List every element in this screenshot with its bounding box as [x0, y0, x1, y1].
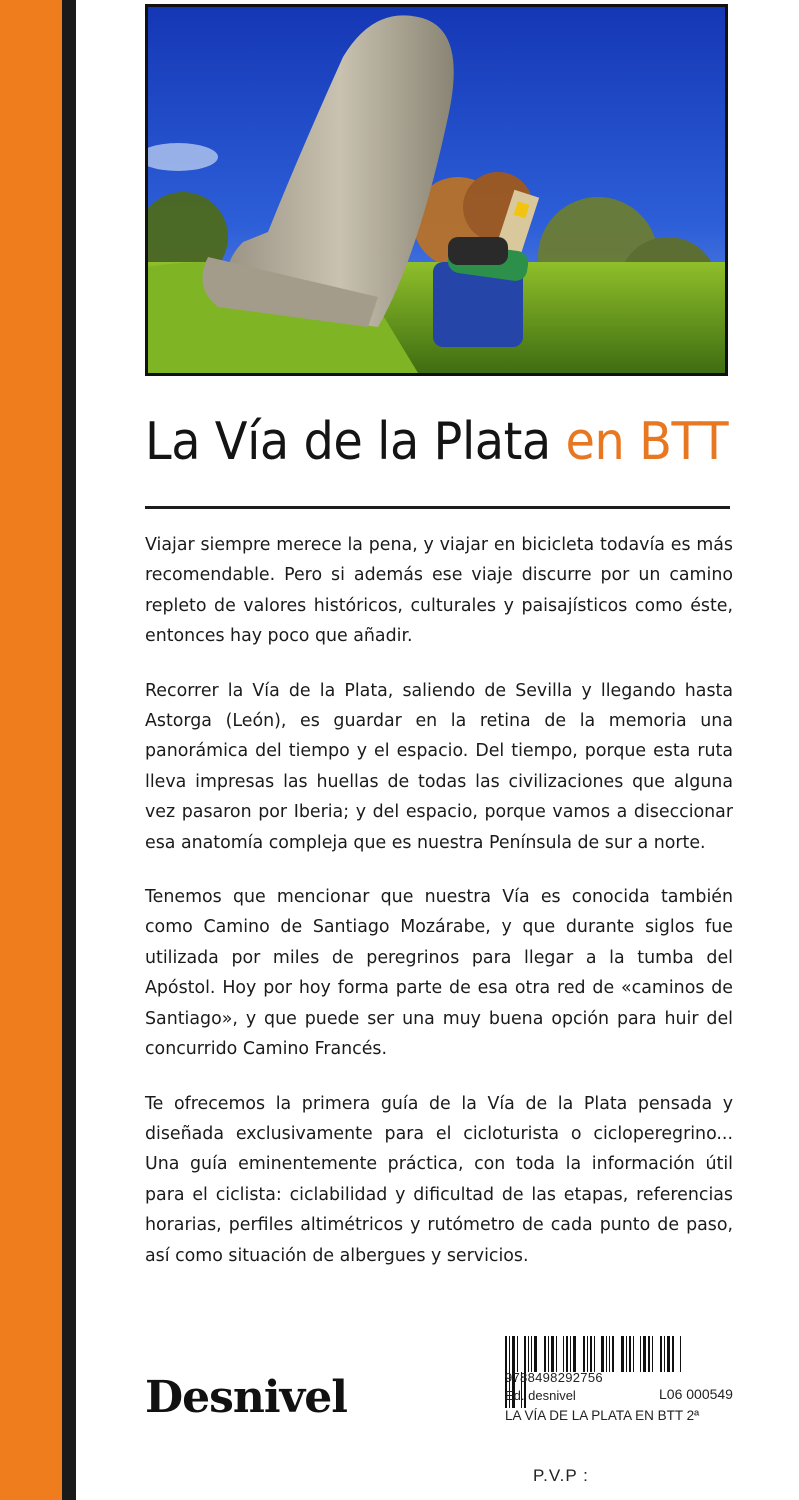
isbn: 9788498292756	[505, 1370, 603, 1385]
title-main: La Vía de la Plata	[145, 412, 551, 472]
blurb-paragraph-4: Te ofrecemos la primera guía de la Vía de la Plata pensada y diseñada exclusivamente para el cicloturista o cicloperegrino... Una guía eminentemente práctica, con toda la información útil para el ciclista: ciclabilidad y dificultad de las etapas, referencias horarias, perfiles altimétricos y rutómetro de cada punto de paso, así como situación de albergues y servicios.	[145, 1093, 733, 1266]
title-accent: en BTT	[565, 412, 729, 472]
price-label: P.V.P :	[533, 1466, 589, 1485]
blurb-paragraph-1: Viajar siempre merece la pena, y viajar en bicicleta todavía es más recomendable. Pero si además ese viaje discurre por un camino repleto de valores históricos, culturales y paisajísticos como éste, entonces hay poco que añadir.	[145, 535, 733, 647]
publisher-logo: Desnivel	[145, 1372, 347, 1423]
spine-edge	[62, 0, 76, 1500]
editorial: Ed. desnivel	[505, 1388, 576, 1403]
cover-photo	[145, 4, 728, 376]
book-title	[145, 412, 729, 502]
blurb-paragraph-3: Tenemos que mencionar que nuestra Vía es conocida también como Camino de Santiago Mozárabe, y que durante siglos fue utilizada por miles de peregrinos para llegar a la tumba del Apóstol. Hoy por hoy forma parte de esa otra red de «caminos de Santiago», y que puede ser una muy buena opción para huir del concurrido Camino Francés.	[145, 887, 733, 1060]
title-rule	[145, 506, 730, 509]
orange-spine	[0, 0, 62, 1500]
sticker-title: LA VÍA DE LA PLATA EN BTT 2ª	[505, 1408, 700, 1423]
blurb	[145, 530, 733, 1295]
blurb-paragraph-2: Recorrer la Vía de la Plata, saliendo de Sevilla y llegando hasta Astorga (León), es guardar en la retina de la memoria una panorámica del tiempo y el espacio. Del tiempo, porque esta ruta lleva impresas las huellas de todas las civilizaciones que alguna vez pasaron por Iberia; y del espacio, porque vamos a diseccionar esa anatomía compleja que es nuestra Península de sur a norte.	[145, 680, 733, 853]
barcode-icon	[505, 1336, 685, 1372]
stock-code: L06 000549	[659, 1386, 733, 1402]
price-sticker	[497, 1326, 757, 1436]
